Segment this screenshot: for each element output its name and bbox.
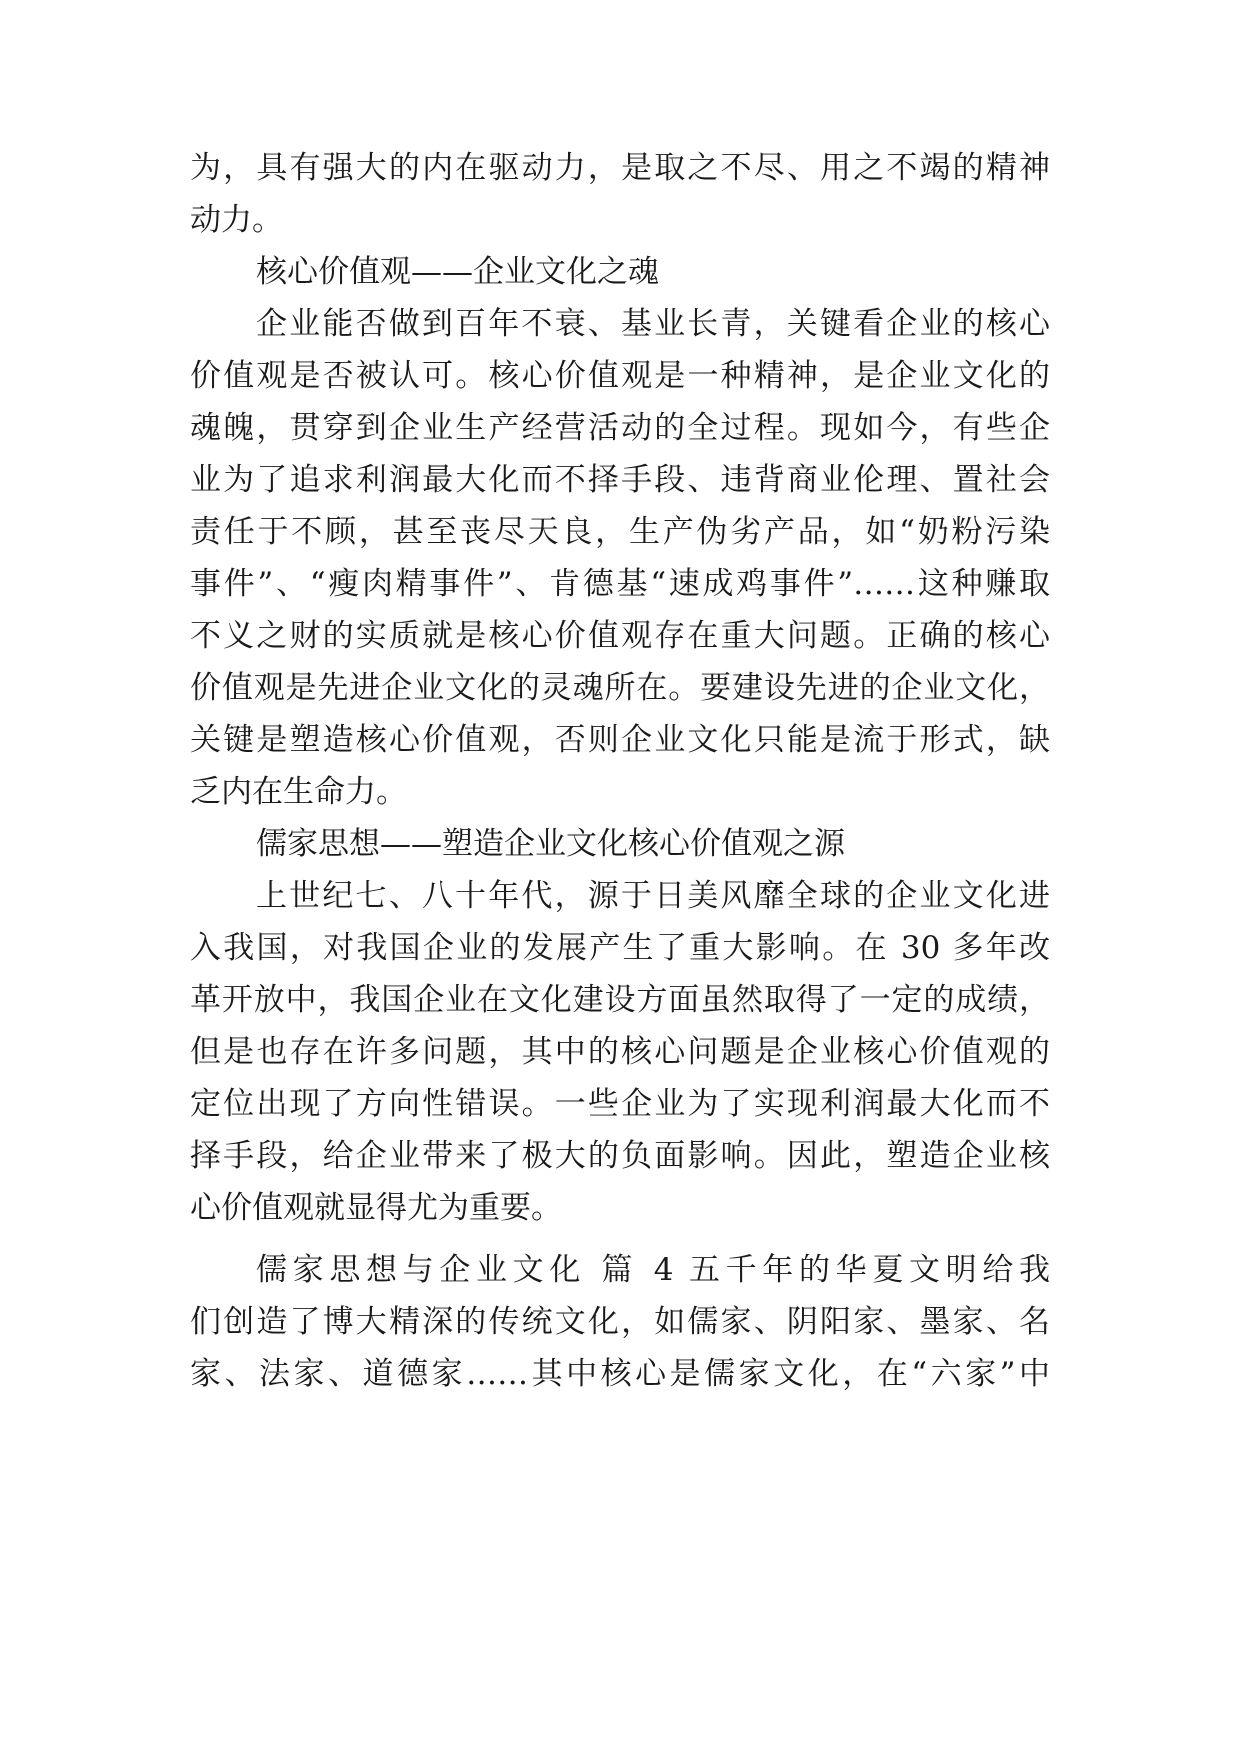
text-line: 乏内在生命力。 [190, 774, 407, 810]
section-heading: 核心价值观——企业文化之魂 [256, 254, 659, 290]
text-line: 企业能否做到百年不衰、基业长青，关键看企业的核心 [256, 306, 1050, 342]
text-line: 事件”、“瘦肉精事件”、肯德基“速成鸡事件”……这种赚取 [190, 566, 1050, 602]
text-line: 们创造了博大精深的传统文化，如儒家、阴阳家、墨家、名 [190, 1304, 1050, 1340]
text-line: 动力。 [190, 202, 283, 238]
text-line: 家、法家、道德家……其中核心是儒家文化，在“六家”中 [190, 1356, 1050, 1392]
text-line: 价值观是先进企业文化的灵魂所在。要建设先进的企业文化， [190, 670, 1050, 706]
text-line: 为，具有强大的内在驱动力，是取之不尽、用之不竭的精神 [190, 150, 1050, 186]
text-line: 责任于不顾，甚至丧尽天良，生产伪劣产品，如“奶粉污染 [190, 514, 1050, 550]
text-line: 革开放中，我国企业在文化建设方面虽然取得了一定的成绩， [190, 982, 1050, 1018]
text-line: 心价值观就显得尤为重要。 [190, 1190, 562, 1226]
text-line: 但是也存在许多问题，其中的核心问题是企业核心价值观的 [190, 1034, 1050, 1070]
text-line: 价值观是否被认可。核心价值观是一种精神，是企业文化的 [190, 358, 1050, 394]
text-line: 儒家思想与企业文化 篇 4 五千年的华夏文明给我 [256, 1252, 1050, 1288]
text-line: 定位出现了方向性错误。一些企业为了实现利润最大化而不 [190, 1086, 1050, 1122]
text-line: 魂魄，贯穿到企业生产经营活动的全过程。现如今，有些企 [190, 410, 1050, 446]
text-line: 入我国，对我国企业的发展产生了重大影响。在 30 多年改 [190, 930, 1050, 966]
text-line: 关键是塑造核心价值观，否则企业文化只能是流于形式，缺 [190, 722, 1050, 758]
text-line: 择手段，给企业带来了极大的负面影响。因此，塑造企业核 [190, 1138, 1050, 1174]
text-line: 不义之财的实质就是核心价值观存在重大问题。正确的核心 [190, 618, 1050, 654]
text-line: 上世纪七、八十年代，源于日美风靡全球的企业文化进 [256, 878, 1050, 914]
text-line: 业为了追求利润最大化而不择手段、违背商业伦理、置社会 [190, 462, 1050, 498]
section-heading: 儒家思想——塑造企业文化核心价值观之源 [256, 826, 845, 862]
